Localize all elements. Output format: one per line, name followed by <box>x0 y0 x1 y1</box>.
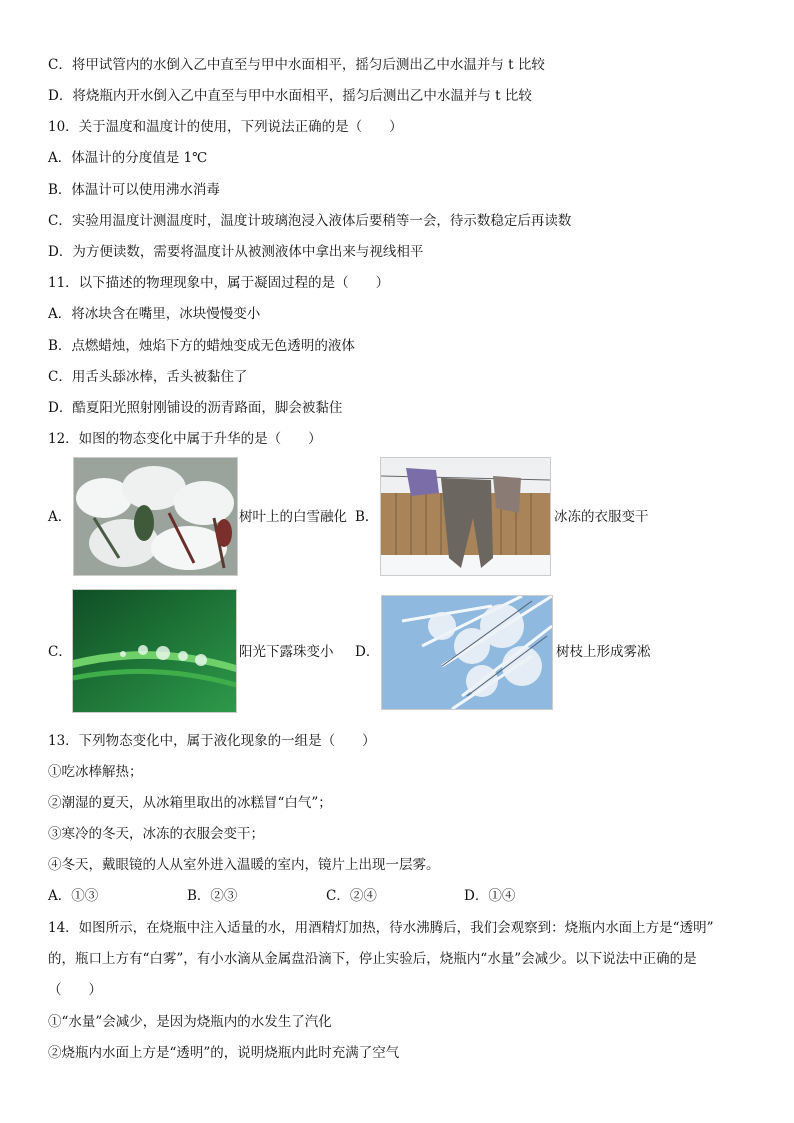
question-11-option-a: A．将冰块含在嘴里，冰块慢慢变小 <box>48 306 261 322</box>
dewdrops-image <box>72 589 237 713</box>
question-12-option-c-letter: C． <box>48 644 72 660</box>
question-12-option-a-letter: A． <box>48 509 72 525</box>
question-13-option-d: D．①④ <box>464 888 516 904</box>
question-14-stem-line-2: 的，瓶口上方有“白雾”，有小水滴从金属盘沿滴下，停止实验后，烧瓶内“水量”会减少。以下说法中正确的是 <box>48 951 697 967</box>
question-11-stem: 11．以下描述的物理现象中，属于凝固过程的是（ ） <box>48 275 390 291</box>
snow-leaves-image <box>73 457 238 576</box>
option-d-line: D．将烧瓶内开水倒入乙中直至与甲中水面相平，摇匀后测出乙中水温并与 t 比较 <box>48 88 532 104</box>
question-12-option-b-caption: 冰冻的衣服变干 <box>554 509 649 525</box>
question-12-option-b-letter: B． <box>355 509 379 525</box>
frozen-clothes-illustration <box>381 458 550 575</box>
question-13-stem: 13．下列物态变化中，属于液化现象的一组是（ ） <box>48 733 376 749</box>
question-13-option-a: A．①③ <box>48 888 99 904</box>
option-c-line: C．将甲试管内的水倒入乙中直至与甲中水面相平，摇匀后测出乙中水温并与 t 比较 <box>48 57 545 73</box>
question-12-option-d-letter: D． <box>355 644 380 660</box>
snow-leaves-illustration <box>74 458 237 575</box>
question-12-stem: 12．如图的物态变化中属于升华的是（ ） <box>48 431 322 447</box>
question-13-item-3: ③寒冷的冬天，冰冻的衣服会变干； <box>48 826 264 842</box>
dewdrops-illustration <box>73 590 236 712</box>
question-10-option-a: A．体温计的分度值是 1℃ <box>48 150 208 166</box>
question-13-item-1: ①吃冰棒解热； <box>48 764 143 780</box>
question-12-option-a-caption: 树叶上的白雪融化 <box>239 509 347 525</box>
question-10-option-b: B．体温计可以使用沸水消毒 <box>48 182 220 198</box>
question-14-statement-1: ①“水量”会减少，是因为烧瓶内的水发生了汽化 <box>48 1014 332 1030</box>
question-13-item-2: ②潮湿的夏天，从冰箱里取出的冰糕冒“白气”； <box>48 795 332 811</box>
question-11-option-b: B．点燃蜡烛，烛焰下方的蜡烛变成无色透明的液体 <box>48 338 355 354</box>
question-14-statement-2: ②烧瓶内水面上方是“透明”的，说明烧瓶内此时充满了空气 <box>48 1045 400 1061</box>
question-11-option-c: C．用舌头舔冰棒，舌头被黏住了 <box>48 369 248 385</box>
question-12-option-d-caption: 树枝上形成雾凇 <box>556 644 651 660</box>
rime-branches-illustration <box>382 596 552 709</box>
question-12-option-c-caption: 阳光下露珠变小 <box>239 644 334 660</box>
question-14-stem-line-3: （ ） <box>48 982 102 998</box>
question-13-option-c: C．②④ <box>326 888 377 904</box>
question-13-item-4: ④冬天，戴眼镜的人从室外进入温暖的室内，镜片上出现一层雾。 <box>48 857 440 873</box>
question-13-option-b: B．②③ <box>187 888 238 904</box>
rime-branches-image <box>381 595 553 710</box>
frozen-clothes-image <box>380 457 551 576</box>
question-14-stem-line-1: 14．如图所示，在烧瓶中注入适量的水，用酒精灯加热，待水沸腾后，我们会观察到：烧瓶内水面上方是“透明” <box>48 920 714 936</box>
question-11-option-d: D．酷夏阳光照射刚铺设的沥青路面，脚会被黏住 <box>48 400 343 416</box>
question-10-option-d: D．为方便读数，需要将温度计从被测液体中拿出来与视线相平 <box>48 244 424 260</box>
question-10-stem: 10．关于温度和温度计的使用，下列说法正确的是（ ） <box>48 119 403 135</box>
question-10-option-c: C．实验用温度计测温度时，温度计玻璃泡浸入液体后要稍等一会，待示数稳定后再读数 <box>48 213 572 229</box>
